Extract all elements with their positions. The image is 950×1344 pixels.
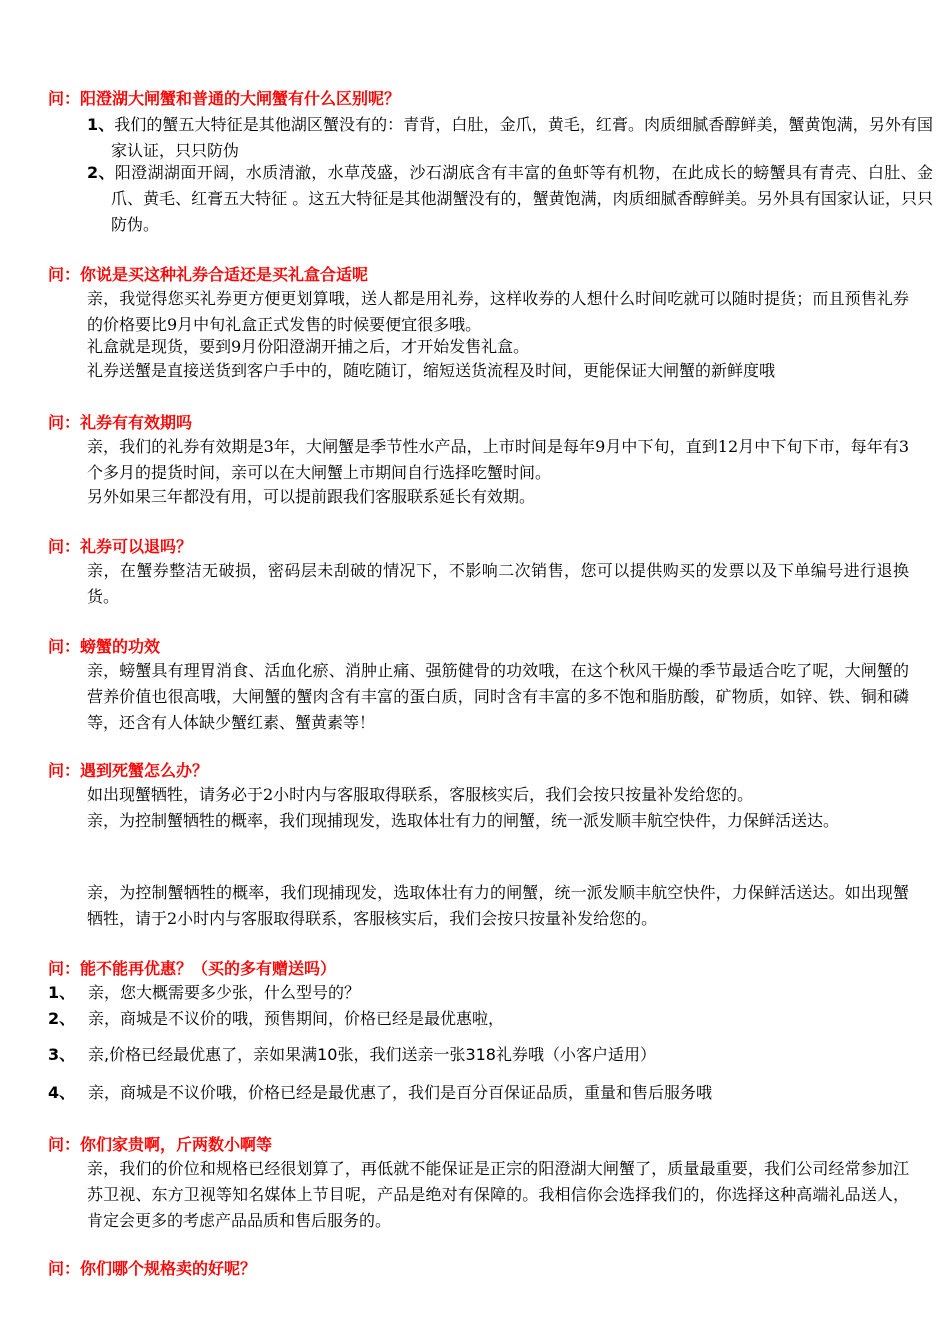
answer-item: [48, 1080, 712, 1106]
answer-paragraph: 亲，为控制蟹牺牲的概率，我们现捕现发，选取体壮有力的闸蟹，统一派发顺丰航空快件，力保鲜活送达。如出现蟹牺牲，请于2小时内与客服取得联系，客服核实后，我们会按只按量补发给您的。: [87, 883, 909, 928]
question-heading: 问：阳澄湖大闸蟹和普通的大闸蟹有什么区别呢？: [48, 89, 401, 108]
question-heading: 问：你们哪个规格卖的好呢？: [48, 1259, 257, 1278]
answer-item: [48, 980, 360, 1006]
item-number: 4、: [48, 1083, 76, 1102]
answer-paragraph: 亲，我觉得您买礼券更方便更划算哦，送人都是用礼券，这样收券的人想什么时间吃就可以随时提货；而且预售礼券的价格要比9月中旬礼盒正式发售的时候要便宜很多哦。: [87, 289, 909, 334]
item-text: 我们的蟹五大特征是其他湖区蟹没有的：青背，白肚，金爪，黄毛，红膏。肉质细腻香醇鲜美，蟹黄饱满，另外有国家认证，只只防伪: [111, 115, 933, 160]
item-number: 2、: [48, 1009, 76, 1028]
item-number: 1、: [48, 983, 76, 1002]
answer-item: [87, 160, 933, 238]
answer-item: [87, 112, 933, 164]
question-heading: 问：能不能再优惠？（买的多有赠送吗）: [48, 959, 337, 978]
answer-paragraph: 亲，为控制蟹牺牲的概率，我们现捕现发，选取体壮有力的闸蟹，统一派发顺丰航空快件，力保鲜活送达。: [87, 811, 840, 830]
question-heading: 问：你们家贵啊，斤两数小啊等: [48, 1135, 273, 1154]
item-number: 3、: [48, 1045, 76, 1064]
question-heading: 问：礼券可以退吗？: [48, 537, 193, 556]
item-text: 阳澄湖湖面开阔，水质清澈，水草茂盛，沙石湖底含有丰富的鱼虾等有机物，在此成长的螃蟹具有青壳、白肚、金爪、黄毛、红膏五大特征 。这五大特征是其他湖蟹没有的，蟹黄饱满，肉质细腻香醇鲜美。另外具有国家认证，只只防伪。: [111, 163, 933, 234]
answer-paragraph: 亲，在蟹券整洁无破损，密码层未刮破的情况下，不影响二次销售，您可以提供购买的发票以及下单编号进行退换货。: [87, 561, 909, 606]
answer-item: [48, 1006, 504, 1032]
item-number: 1、: [87, 115, 115, 134]
item-text: 亲，您大概需要多少张，什么型号的？: [88, 983, 361, 1002]
item-number: 2、: [87, 163, 115, 182]
question-heading: 问：你说是买这种礼券合适还是买礼盒合适呢: [48, 265, 369, 284]
answer-paragraph: 另外如果三年都没有用，可以提前跟我们客服联系延长有效期。: [87, 487, 536, 506]
item-text: 亲,价格已经最优惠了，亲如果满10张，我们送亲一张318礼券哦（小客户适用）: [88, 1045, 656, 1064]
item-text: 亲，商城是不议价的哦，预售期间，价格已经是最优惠啦，: [88, 1009, 505, 1028]
answer-paragraph: 亲，我们的礼券有效期是3年，大闸蟹是季节性水产品，上市时间是每年9月中下旬，直到12月中下旬下市，每年有3个多月的提货时间，亲可以在大闸蟹上市期间自行选择吃蟹时间。: [87, 437, 909, 482]
answer-paragraph: 如出现蟹牺牲，请务必于2小时内与客服取得联系，客服核实后，我们会按只按量补发给您的。: [87, 785, 754, 804]
question-heading: 问：礼券有有效期吗: [48, 413, 193, 432]
question-heading: 问：螃蟹的功效: [48, 637, 161, 656]
answer-paragraph: 亲，螃蟹具有理胃消食、活血化瘀、消肿止痛、强筋健骨的功效哦，在这个秋风干燥的季节最适合吃了呢，大闸蟹的营养价值也很高哦，大闸蟹的蟹肉含有丰富的蛋白质，同时含有丰富的多不饱和脂肪酸，矿物质，如锌、铁、铜和磷等，还含有人体缺少蟹红素、蟹黄素等！: [87, 661, 909, 732]
answer-item: [48, 1042, 656, 1068]
answer-paragraph: 亲，我们的价位和规格已经很划算了，再低就不能保证是正宗的阳澄湖大闸蟹了，质量最重要，我们公司经常参加江苏卫视、东方卫视等知名媒体上节目呢，产品是绝对有保障的。我相信你会选择我们的，你选择这种高端礼品送人，肯定会更多的考虑产品品质和售后服务的。: [87, 1159, 909, 1230]
question-heading: 问：遇到死蟹怎么办？: [48, 761, 209, 780]
answer-paragraph: 礼盒就是现货，要到9月份阳澄湖开捕之后，才开始发售礼盒。: [87, 337, 530, 356]
answer-paragraph: 礼券送蟹是直接送货到客户手中的，随吃随订，缩短送货流程及时间，更能保证大闸蟹的新鲜度哦: [87, 361, 776, 380]
item-text: 亲，商城是不议价哦，价格已经是最优惠了，我们是百分百保证品质，重量和售后服务哦: [88, 1083, 713, 1102]
